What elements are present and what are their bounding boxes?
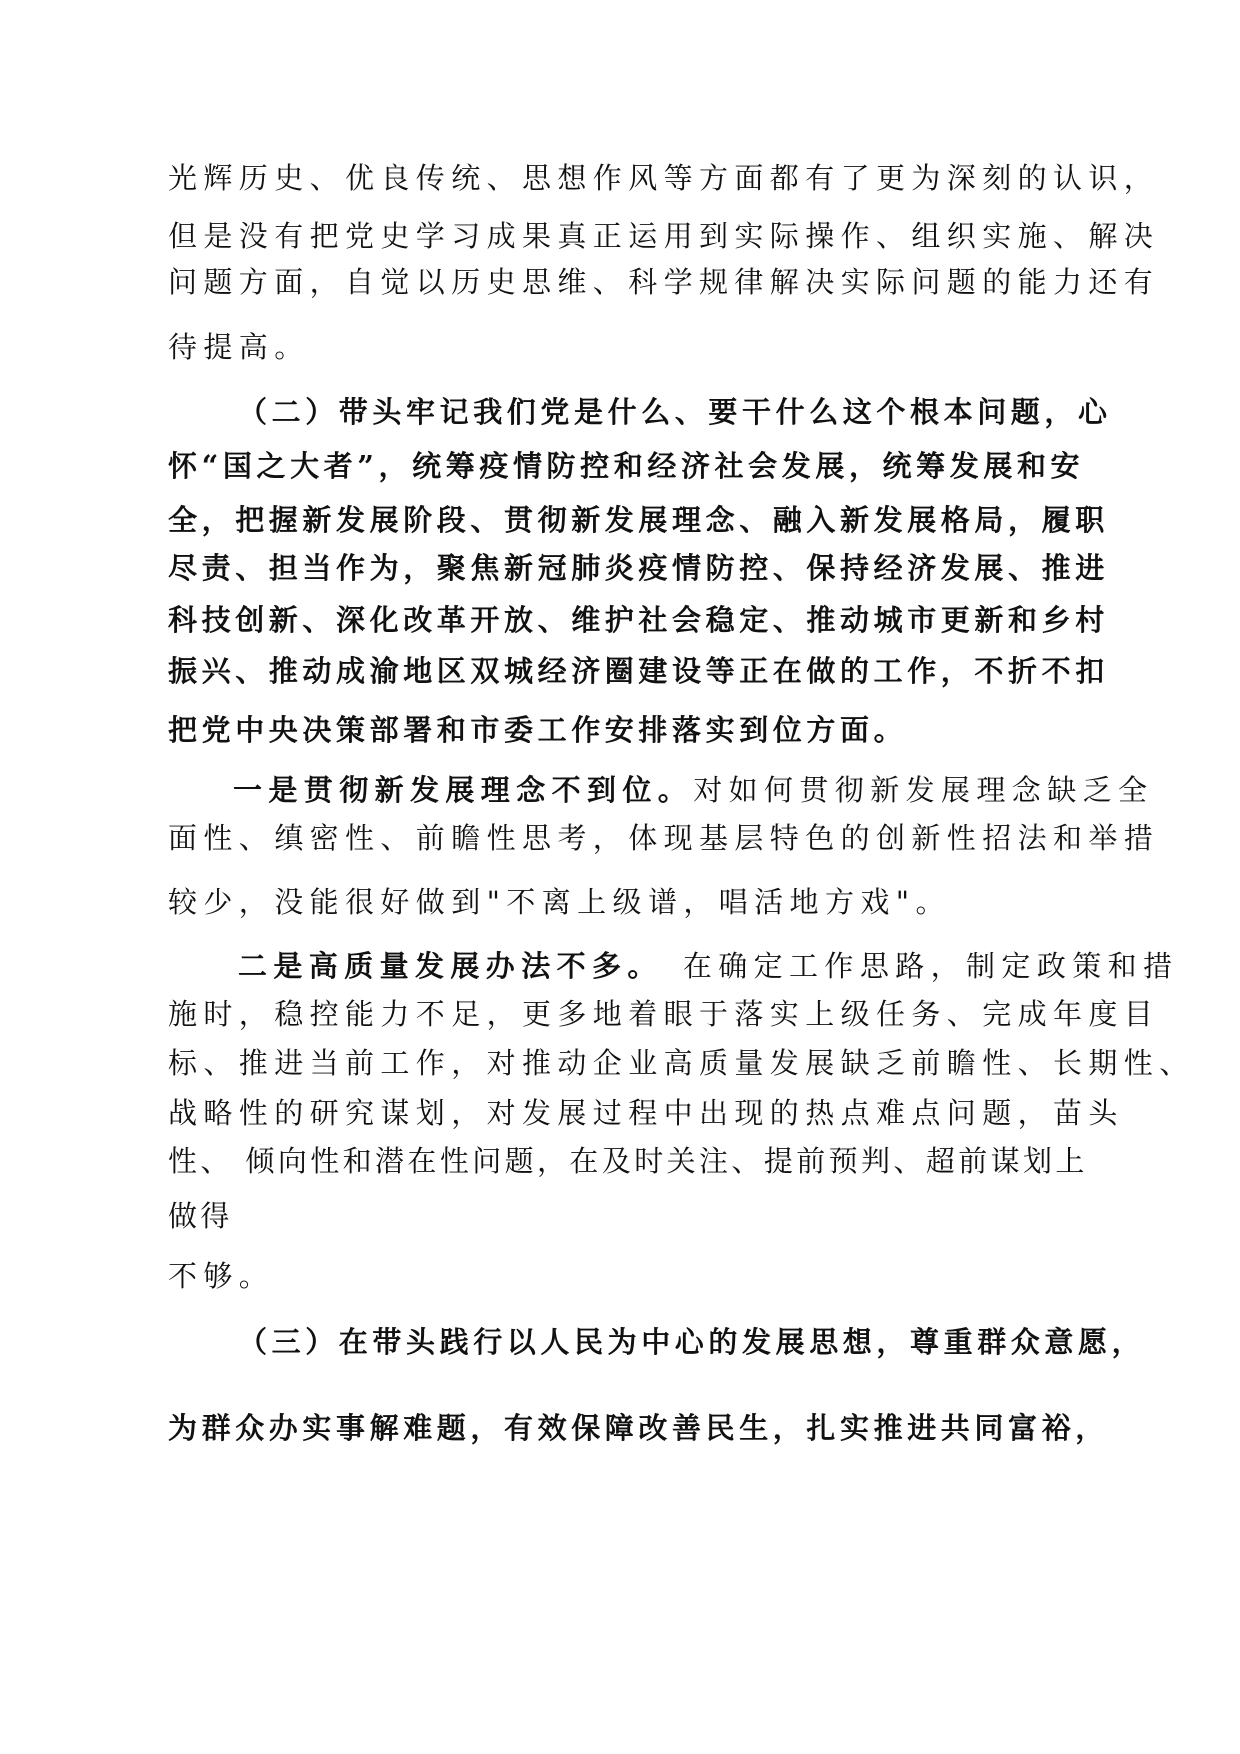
paragraph-2-line-3: 较少，没能很好做到"不离上级谱，唱活地方戏"。 <box>168 885 951 919</box>
section-2-heading-line-2: 怀“国之大者”，统筹疫情防控和经济社会发展，统筹发展和安 <box>168 449 1085 483</box>
paragraph-1-line-1: 光辉历史、优良传统、思想作风等方面都有了更为深刻的认识， <box>168 161 1160 195</box>
section-2-heading-line-6: 振兴、推动成渝地区双城经济圈建设等正在做的工作，不折不扣 <box>168 654 1109 688</box>
paragraph-3-line-4: 战略性的研究谋划，对发展过程中出现的热点难点问题，苗头 <box>168 1096 1124 1130</box>
section-2-heading-line-1: （二）带头牢记我们党是什么、要干什么这个根本问题，心 <box>238 395 1112 429</box>
paragraph-3-line-1 <box>238 946 1178 986</box>
paragraph-1-line-3: 问题方面，自觉以历史思维、科学规律解决实际问题的能力还有 <box>168 265 1160 299</box>
section-2-heading-line-3: 全，把握新发展阶段、贯彻新发展理念、融入新发展格局，履职 <box>168 503 1109 537</box>
paragraph-2-lead: 一是贯彻新发展理念不到位。 <box>233 773 694 807</box>
section-2-heading-line-5: 科技创新、深化改革开放、维护社会稳定、推动城市更新和乡村 <box>168 603 1109 637</box>
paragraph-3-line-3: 标、推进当前工作，对推动企业高质量发展缺乏前瞻性、长期性、 <box>168 1046 1195 1080</box>
section-2-heading-line-4: 尽责、担当作为，聚焦新冠肺炎疫情防控、保持经济发展、推进 <box>168 551 1109 585</box>
paragraph-2-line-1-rest: 对如何贯彻新发展理念缺乏全 <box>693 773 1154 807</box>
paragraph-3-lead: 二是高质量发展办法不多。 <box>238 949 663 983</box>
paragraph-3-line-1-rest: 在确定工作思路，制定政策和措 <box>682 949 1179 983</box>
paragraph-3-line-6: 做得 <box>168 1199 233 1233</box>
paragraph-3-line-2: 施时，稳控能力不足，更多地着眼于落实上级任务、完成年度目 <box>168 997 1160 1031</box>
section-3-heading-line-1: （三）在带头践行以人民为中心的发展思想，尊重群众意愿， <box>238 1325 1146 1359</box>
paragraph-2-line-1 <box>233 770 1153 810</box>
section-2-heading-line-7: 把党中央决策部署和市委工作安排落实到位方面。 <box>168 713 908 747</box>
paragraph-1-line-4: 待提高。 <box>168 330 310 364</box>
paragraph-3-line-5: 性、 倾向性和潜在性问题，在及时关注、提前预判、超前谋划上 <box>168 1144 1088 1178</box>
paragraph-3-line-7: 不够。 <box>168 1259 275 1293</box>
paragraph-1-line-2: 但是没有把党史学习成果真正运用到实际操作、组织实施、解决 <box>168 219 1160 253</box>
section-3-heading-line-2: 为群众办实事解难题，有效保障改善民生，扎实推进共同富裕， <box>168 1411 1109 1445</box>
paragraph-2-line-2: 面性、缜密性、前瞻性思考，体现基层特色的创新性招法和举措 <box>168 821 1160 855</box>
